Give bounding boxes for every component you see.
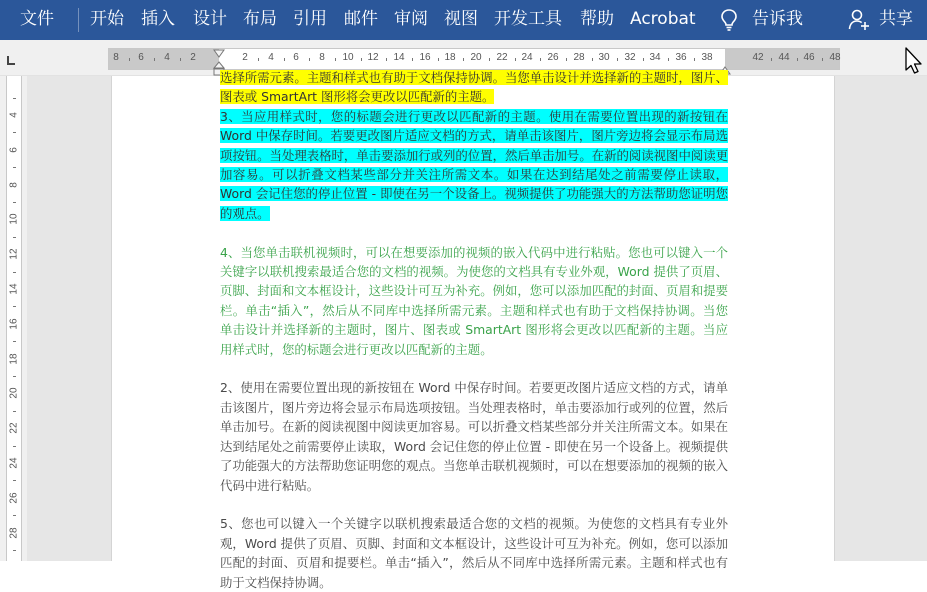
vertical-ruler-tick	[13, 306, 16, 307]
ruler-number: 42	[752, 52, 764, 63]
ruler-tick	[412, 58, 413, 61]
tab-file[interactable]: 文件	[20, 9, 54, 29]
vertical-ruler-number: 22	[8, 422, 20, 434]
ruler-number: 14	[393, 52, 405, 63]
ribbon-separator	[78, 8, 79, 32]
vertical-ruler-tick	[13, 446, 16, 447]
ruler-tick	[822, 58, 823, 61]
ruler-number: 28	[573, 52, 585, 63]
vertical-ruler-tick	[13, 550, 16, 551]
ruler-tick	[489, 58, 490, 61]
tab-mailings[interactable]: 邮件	[344, 9, 378, 29]
lightbulb-icon[interactable]	[720, 8, 738, 32]
ruler-number: 2	[242, 52, 248, 63]
vertical-ruler-number: 6	[8, 147, 20, 153]
ruler-tick	[258, 58, 259, 61]
ruler-tick	[643, 58, 644, 61]
vertical-ruler-tick	[13, 480, 16, 481]
ruler-number: 18	[444, 52, 456, 63]
tab-review[interactable]: 审阅	[394, 9, 428, 29]
vertical-ruler-tick	[13, 272, 16, 273]
vertical-ruler-tick	[13, 411, 16, 412]
vertical-ruler-number: 4	[8, 112, 20, 118]
ruler-number: 34	[649, 52, 661, 63]
tab-layout[interactable]: 布局	[243, 9, 277, 29]
ruler-tick	[771, 58, 772, 61]
paragraph-selected-elements[interactable]	[220, 68, 728, 107]
vertical-ruler-number: 26	[8, 492, 20, 504]
tab-insert[interactable]: 插入	[141, 9, 175, 29]
ruler-number: 48	[829, 52, 841, 63]
vertical-ruler-tick	[13, 98, 16, 99]
ruler-number: 4	[268, 52, 274, 63]
vertical-ruler-tick	[13, 341, 16, 342]
share-button[interactable]: 共享	[879, 9, 913, 29]
ruler-number: 16	[419, 52, 431, 63]
vertical-ruler-tick	[13, 515, 16, 516]
ruler-tick	[284, 58, 285, 61]
ruler-tick	[540, 58, 541, 61]
ruler-tick	[668, 58, 669, 61]
vertical-ruler-tick	[13, 376, 16, 377]
paragraph-3[interactable]	[220, 107, 728, 223]
paragraph-2[interactable]: 2、使用在需要位置出现的新按钮在 Word 中保存时间。若要更改图片适应文档的方式，请单击该图片，图片旁边将会显示布局选项按钮。当处理表格时，单击要添加行或列的位置，然后单击加号。在新的阅读视图中阅读更加容易。可以折叠文档某些部分并关注所需文本。如果在达到结尾处之前需要停止读取，Word 会记住您的停止位置 - 即使在另一个设备上。视频提供了功能强大的方法帮助您证明您的观点。当您单击联机视频时，可以在想要添加的视频的嵌入代码中进行粘贴。	[220, 380, 729, 493]
ruler-tick	[566, 58, 567, 61]
tab-stop-selector-icon[interactable]	[4, 52, 18, 66]
ruler-tick	[361, 58, 362, 61]
person-add-icon[interactable]	[848, 9, 872, 31]
mouse-pointer-icon	[904, 46, 924, 76]
ruler-tick	[694, 58, 695, 61]
tab-developer[interactable]: 开发工具	[494, 9, 562, 29]
ruler-number: 36	[675, 52, 687, 63]
ruler-number: 10	[342, 52, 354, 63]
first-line-indent-marker[interactable]	[213, 43, 225, 62]
ruler-tick	[515, 58, 516, 61]
document-page[interactable]	[111, 70, 835, 590]
vertical-ruler-number: 14	[8, 283, 20, 295]
ruler-number: 8	[113, 52, 119, 63]
ruler-number: 22	[496, 52, 508, 63]
vertical-ruler-tick	[13, 202, 16, 203]
ruler-number: 6	[138, 52, 144, 63]
ruler-tick	[180, 58, 181, 61]
ruler-tick	[463, 58, 464, 61]
vertical-ruler-number: 8	[8, 181, 20, 188]
ruler-number: 12	[367, 52, 379, 63]
ruler-number: 38	[701, 52, 713, 63]
tab-home[interactable]: 开始	[90, 9, 124, 29]
document-body[interactable]	[220, 70, 729, 592]
cyan-highlighted-text[interactable]: 3、当应用样式时，您的标题会进行更改以匹配新的主题。使用在需要位置出现的新按钮在 Word 中保存时间。若要更改图片适应文档的方式，请单击该图片，图片旁边将会显示布局选项按钮。当处理表格时，单击要添加行或列的位置，然后单击加号。在新的阅读视图中阅读更加容易。可以折叠文档某些部分并关注所需文本。如果在达到结尾处之前需要停止读取，Word 会记住您的停止位置 - 即使在另一个设备上。视频提供了功能强大的方法帮助您证明您的观点。	[220, 108, 729, 221]
ruler-tick	[617, 58, 618, 61]
vertical-ruler-number: 16	[8, 318, 20, 330]
vertical-ruler[interactable]	[6, 76, 22, 561]
ruler-tick	[309, 58, 310, 61]
ruler-tick	[335, 58, 336, 61]
ruler-number: 20	[470, 52, 482, 63]
vertical-ruler-number: 20	[8, 387, 20, 399]
ruler-tick	[129, 58, 130, 61]
ruler-number: 32	[624, 52, 636, 63]
ruler-tick	[386, 58, 387, 61]
paragraph-5[interactable]: 5、您也可以键入一个关键字以联机搜索最适合您的文档的视频。为使您的文档具有专业外观，Word 提供了页眉、页脚、封面和文本框设计，这些设计可互为补充。例如，您可以添加匹配的封面、页眉和提要栏。单击“插入”，然后从不同库中选择所需元素。主题和样式也有助于文档保持协调。	[220, 516, 728, 590]
ruler-number: 2	[190, 52, 196, 63]
ruler-number: 4	[164, 52, 170, 63]
ruler-tick	[154, 58, 155, 61]
vertical-ruler-tick	[13, 237, 16, 238]
ruler-number: 46	[803, 52, 815, 63]
ruler-number: 24	[521, 52, 533, 63]
vertical-ruler-tick	[13, 167, 16, 168]
ruler-tick	[797, 58, 798, 61]
ruler-number: 8	[319, 52, 325, 63]
vertical-ruler-number: 18	[8, 353, 20, 365]
vertical-ruler-number: 10	[8, 213, 20, 225]
ribbon	[0, 0, 927, 40]
vertical-ruler-tick	[13, 132, 16, 133]
tab-design[interactable]: 设计	[193, 9, 227, 29]
ruler-number: 26	[547, 52, 559, 63]
tab-references[interactable]: 引用	[293, 9, 327, 29]
yellow-highlighted-text[interactable]: 选择所需元素。主题和样式也有助于文档保持协调。当您单击设计并选择新的主题时，图片、图表或 SmartArt 图形将会更改以匹配新的主题。	[220, 70, 729, 105]
tell-me-search[interactable]: 告诉我	[752, 9, 803, 29]
tab-view[interactable]: 视图	[444, 9, 478, 29]
ruler-tick	[592, 58, 593, 61]
vertical-ruler-number: 24	[8, 457, 20, 469]
ruler-tick	[438, 58, 439, 61]
vertical-ruler-number: 28	[8, 527, 20, 539]
document-canvas[interactable]	[27, 70, 927, 590]
paragraph-4-green[interactable]: 4、当您单击联机视频时，可以在想要添加的视频的嵌入代码中进行粘贴。您也可以键入一个关键字以联机搜索最适合您的文档的视频。为使您的文档具有专业外观，Word 提供了页眉、页脚、封面和文本框设计，这些设计可互为补充。例如，您可以添加匹配的封面、页眉和提要栏。单击“插入”，然后从不同库中选择所需元素。主题和样式也有助于文档保持协调。当您单击设计并选择新的主题时，图片、图表或 SmartArt 图形将会更改以匹配新的主题。当应用样式时，您的标题会进行更改以匹配新的主题。	[220, 244, 729, 357]
tab-acrobat[interactable]: Acrobat	[630, 9, 696, 29]
ruler-number: 44	[778, 52, 790, 63]
ruler-number: 6	[293, 52, 299, 63]
ruler-number: 30	[598, 52, 610, 63]
vertical-ruler-number: 12	[8, 248, 20, 260]
tab-help[interactable]: 帮助	[580, 9, 614, 29]
